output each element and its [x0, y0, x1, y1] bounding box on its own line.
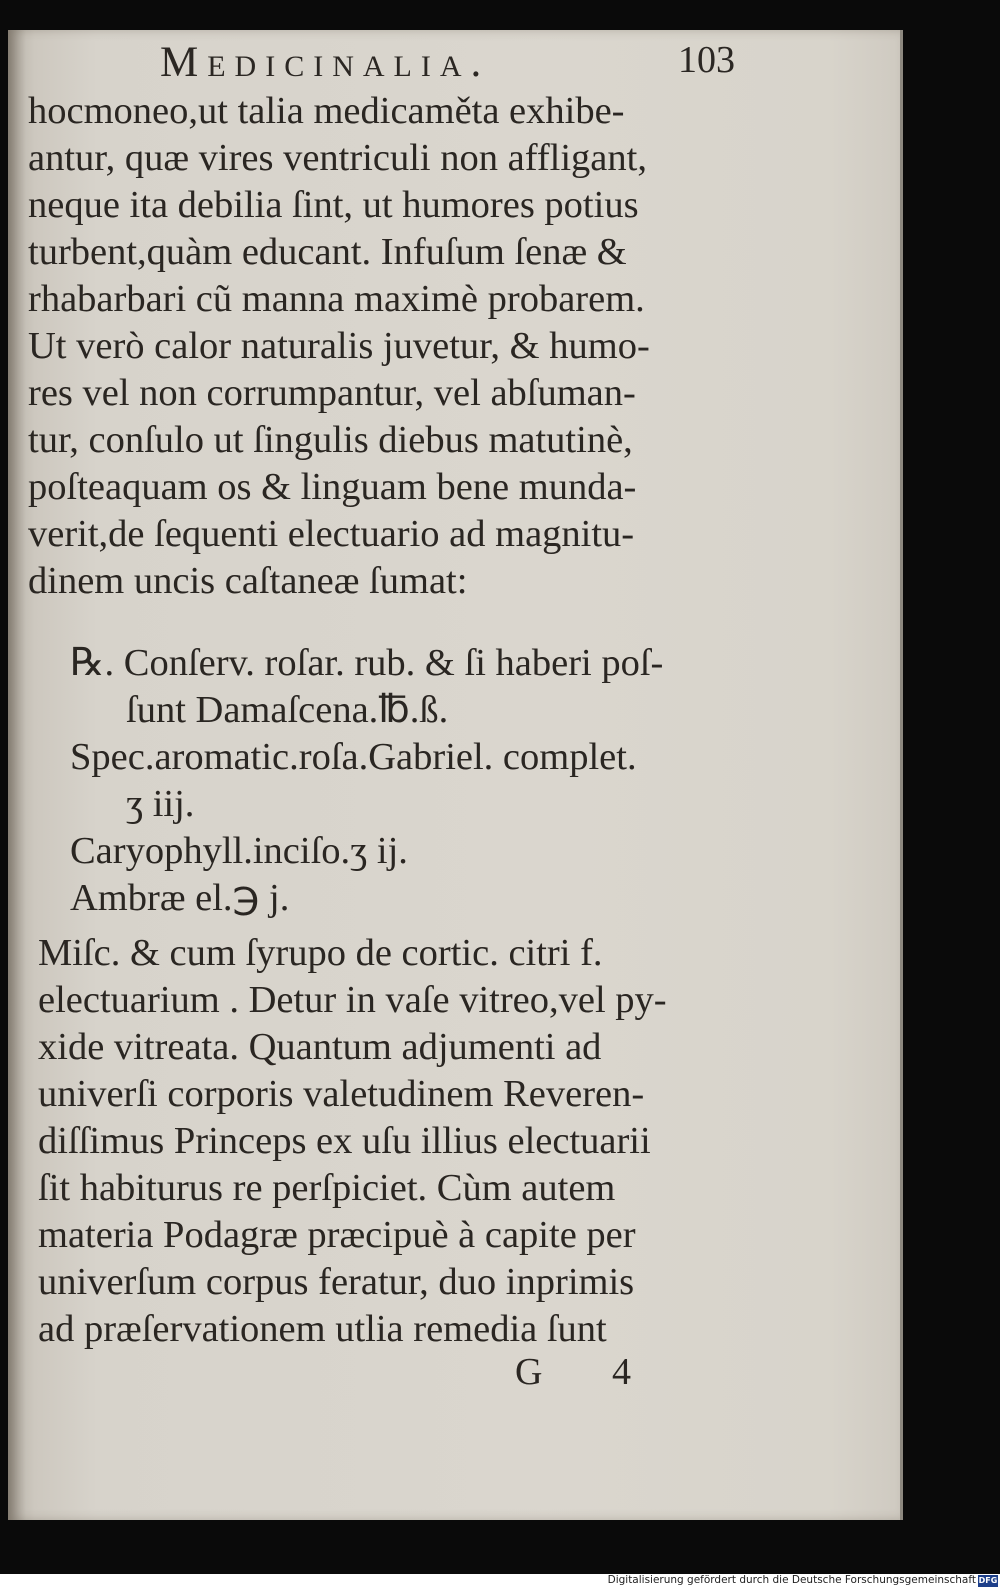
recipe-line: Caryophyll.inciſo.ʒ ij. [70, 830, 408, 872]
text-line: ad præſervationem utlia remedia ſunt [38, 1308, 607, 1350]
text-line: univerſum corpus feratur, duo inprimis [38, 1261, 635, 1303]
page-number: 103 [678, 39, 735, 81]
recipe-line: ſunt Damaſcena.℔.ß. [126, 689, 449, 731]
dfg-logo: DFG [978, 1576, 998, 1585]
recipe-line: ℞. Conſerv. roſar. rub. & ſi haberi poſ- [70, 642, 664, 684]
text-line: dinem uncis caſtaneæ ſumat: [28, 560, 468, 602]
signature-mark: G 4 [515, 1351, 661, 1393]
text-line: turbent,quàm educant. Infuſum ſenæ & [28, 231, 627, 273]
funding-credit: Digitalisierung gefördert durch die Deutsche Forschungsgemeinschaft [607, 1574, 976, 1586]
text-line: poſteaquam os & linguam bene munda- [28, 466, 637, 508]
text-line: hocmoneo,ut talia medicaměta exhibe- [28, 90, 625, 132]
text-line: antur, quæ vires ventriculi non affligant, [28, 137, 647, 179]
text-line: xide vitreata. Quantum adjumenti ad [38, 1026, 602, 1068]
text-line: ſit habiturus re perſpiciet. Cùm autem [38, 1167, 616, 1209]
text-line: Ut verò calor naturalis juvetur, & humo- [28, 325, 650, 367]
text-line: univerſi corporis valetudinem Reveren- [38, 1073, 645, 1115]
text-line: tur, conſulo ut ſingulis diebus matutinè, [28, 419, 633, 461]
recipe-block [70, 640, 730, 922]
text-line: res vel non corrumpantur, vel abſuman- [28, 372, 636, 414]
body-paragraph-2 [38, 930, 738, 1353]
text-line: diſſimus Princeps ex uſu illius electuarii [38, 1120, 651, 1162]
text-line: electuarium . Detur in vaſe vitreo,vel py- [38, 979, 667, 1021]
text-line: verit,de ſequenti electuario ad magnitu- [28, 513, 635, 555]
text-line: materia Podagræ præcipuè à capite per [38, 1214, 636, 1256]
body-paragraph-1 [28, 88, 728, 605]
page-gutter-shadow [8, 30, 26, 1520]
text-line: neque ita debilia ſint, ut humores potius [28, 184, 639, 226]
footer-bar [0, 1574, 1000, 1590]
recipe-line: Ambræ el.℈ j. [70, 877, 290, 919]
recipe-line: ʒ iij. [126, 783, 195, 825]
running-title: Medicinalia. [160, 39, 491, 86]
recipe-line: Spec.aromatic.roſa.Gabriel. complet. [70, 736, 637, 778]
text-line: Miſc. & cum ſyrupo de cortic. citri f. [38, 932, 603, 974]
text-line: rhabarbari cũ manna maximè probarem. [28, 278, 645, 320]
